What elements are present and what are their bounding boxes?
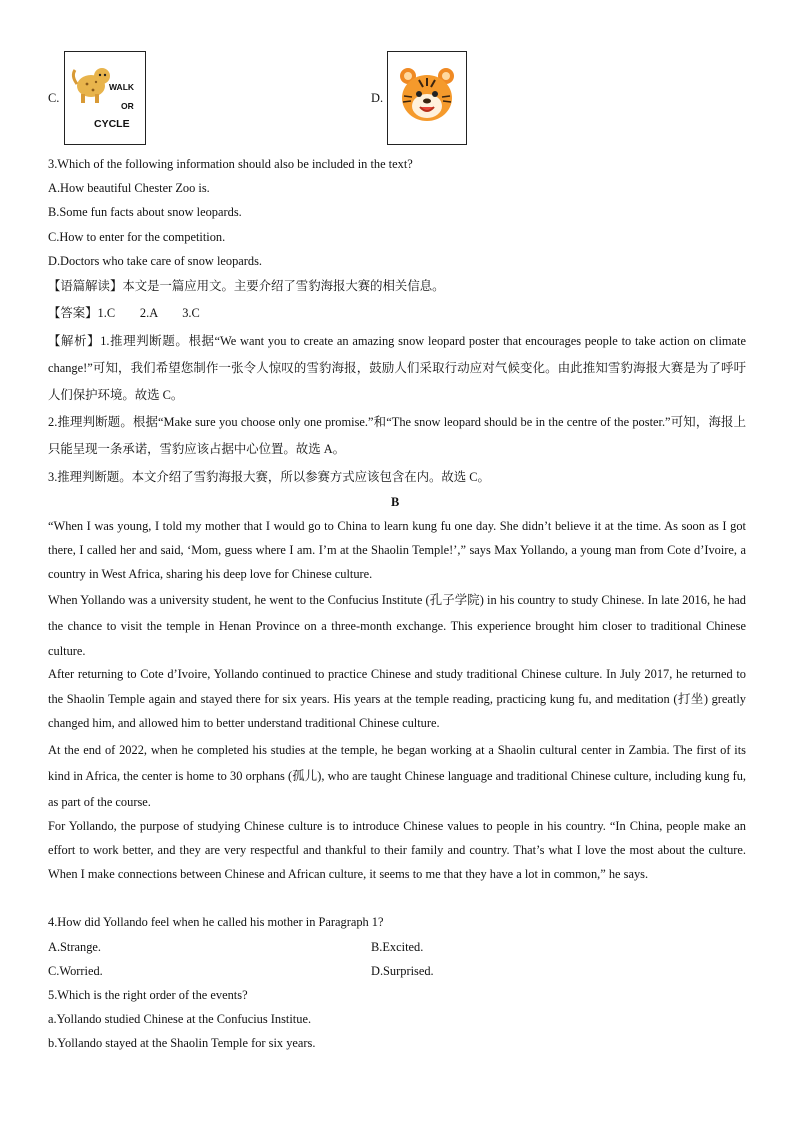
question-5: 5.Which is the right order of the events? — [48, 988, 248, 1002]
q4-option-d: D.Surprised. — [371, 964, 434, 978]
sign-or: OR — [121, 101, 134, 111]
question-3: 3.Which of the following information should also be included in the text? — [48, 157, 413, 171]
tiger-face-icon — [392, 62, 462, 132]
q3-option-b: B.Some fun facts about snow leopards. — [48, 205, 242, 219]
walk-or-cycle-image — [64, 51, 146, 145]
q3-option-a: A.How beautiful Chester Zoo is. — [48, 181, 210, 195]
option-c-label: C. — [48, 91, 60, 105]
explanation-1: 【解析】1.推理判断题。根据“We want you to create an amazing snow leopard poster that encourages people to take action on climate change!”可知，我们希望您制作一张令人惊叹的雪豹海报，鼓励人们采取行动应对气候变化。由此推知雪豹海报大赛是为了呼吁人们保护环境。故选 C。 — [48, 334, 746, 402]
q4-option-a: A.Strange. — [48, 940, 101, 954]
section-heading: B — [391, 495, 400, 509]
question-4: 4.How did Yollando feel when he called his mother in Paragraph 1? — [48, 915, 384, 929]
explanation-3: 3.推理判断题。本文介绍了雪豹海报大赛，所以参赛方式应该包含在内。故选 C。 — [48, 470, 490, 484]
q5-event-a: a.Yollando studied Chinese at the Confucius Institue. — [48, 1012, 312, 1026]
sign-cycle: CYCLE — [94, 118, 130, 130]
q4-option-c: C.Worried. — [48, 964, 103, 978]
passage-paragraph-1: “When I was young, I told my mother that I would go to China to learn kung fu one day. She didn’t believe it at the time. As soon as I got there, I called her and said, ‘Mom, guess where I am. I’m at the Shaolin Temple!’,” says Max Yollando, a young man from Cote d’Ivoire, a country in West Africa, sharing his deep love for Chinese culture. — [48, 519, 746, 582]
q3-option-d: D.Doctors who take care of snow leopards. — [48, 254, 263, 268]
sign-walk: WALK — [109, 82, 135, 92]
explanation-2: 2.推理判断题。根据“Make sure you choose only one promise.”和“The snow leopard should be in the centre of the poster.”可知，海报上只能呈现一条承诺，雪豹应该占据中心位置。故选 A。 — [48, 415, 746, 456]
answer-key: 【答案】1.C 2.A 3.C — [48, 306, 200, 320]
text-summary: 【语篇解读】本文是一篇应用文。主要介绍了雪豹海报大赛的相关信息。 — [48, 279, 445, 293]
passage-paragraph-4: At the end of 2022, when he completed his studies at the temple, he began working at a Shaolin cultural center in Zambia. The first of its kind in Africa, the center is home to 30 orphans (孤儿), who are taught Chinese language and traditional Chinese culture, including kung fu, as part of the course. — [48, 743, 746, 809]
option-d-label: D. — [371, 91, 384, 105]
q3-option-c: C.How to enter for the competition. — [48, 230, 226, 244]
passage-paragraph-5: For Yollando, the purpose of studying Chinese culture is to introduce Chinese values to people in his country. “In China, people make an effort to work better, and they are very respectful and thankful to their family and country. That’s what I love the most about the culture. When I make connections between Chinese and African culture, it seems to me that they have a lot in common,” he says. — [48, 819, 746, 882]
passage-paragraph-2: When Yollando was a university student, he went to the Confucius Institute (孔子学院) in his country to study Chinese. In late 2016, he had the chance to visit the temple in Henan Province on a three-month exchange. This experience brought him closer to traditional Chinese culture. — [48, 593, 746, 658]
q4-option-b: B.Excited. — [371, 940, 424, 954]
q5-event-b: b.Yollando stayed at the Shaolin Temple for six years. — [48, 1036, 316, 1050]
passage-paragraph-3: After returning to Cote d’Ivoire, Yollando continued to practice Chinese and study traditional Chinese culture. In July 2017, he returned to the Shaolin Temple again and stayed there for six years. His years at the temple reading, practicing kung fu, and meditation (打坐) greatly changed him, and allowed him to better understand traditional Chinese culture. — [48, 667, 746, 730]
tiger-cartoon-image — [387, 51, 467, 145]
